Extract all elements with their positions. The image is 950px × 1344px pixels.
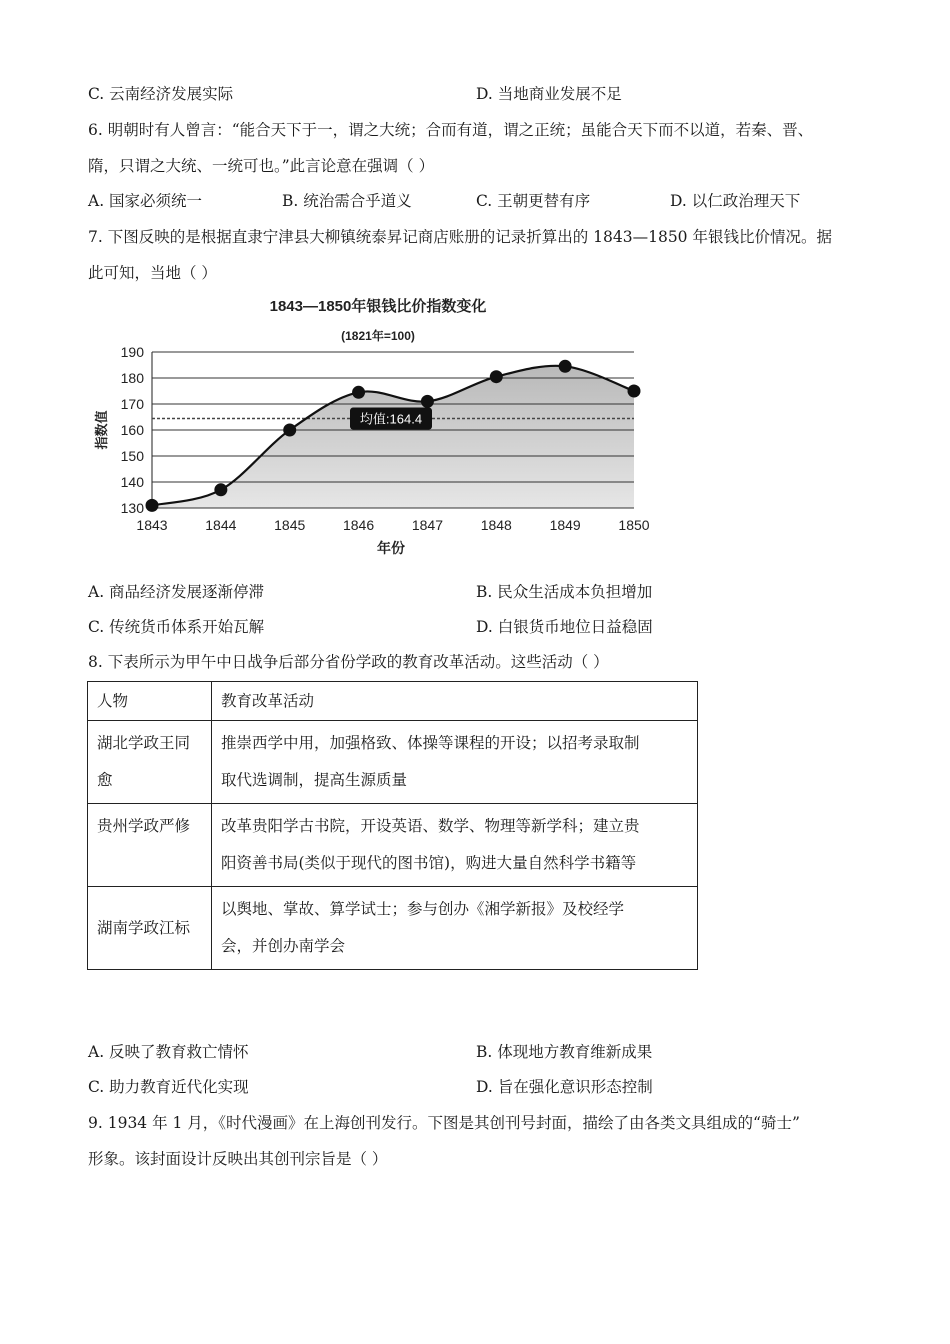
- chart-x-tick-label: 1846: [342, 517, 375, 533]
- activity-line: 会，并创办南学会: [221, 937, 346, 955]
- table-header-person: 人物: [88, 682, 212, 721]
- chart-y-ticks: [121, 344, 145, 516]
- chart-y-tick-label: 140: [120, 474, 144, 490]
- q9-stem-line2: 形象。该封面设计反映出其创刊宗旨是（ ）: [88, 1150, 388, 1168]
- q6-option-d: D. 以仁政治理天下: [670, 192, 801, 210]
- activity-line: 推崇西学中用，加强格致、体操等课程的开设；以招考录取制: [221, 734, 640, 752]
- chart-y-axis-label: 指数值: [94, 410, 109, 450]
- table-cell-person: [88, 804, 212, 887]
- q6-stem-line2: 隋，只谓之大统、一统可也。”此言论意在强调（ ）: [88, 157, 435, 175]
- silver-copper-ratio-chart: [88, 292, 668, 564]
- chart-x-tick-label: 1845: [274, 517, 306, 533]
- table-cell-activity: [212, 887, 698, 970]
- q8-option-b: B. 体现地方教育维新成果: [476, 1043, 653, 1061]
- q6-option-c: C. 王朝更替有序: [476, 192, 591, 210]
- table-header-activity: 教育改革活动: [212, 682, 698, 721]
- activity-line: 阳资善书局(类似于现代的图书馆)，购进大量自然科学书籍等: [221, 854, 637, 872]
- table-row: [88, 721, 698, 804]
- chart-data-point: [146, 499, 159, 512]
- chart-y-tick-label: 130: [120, 500, 144, 516]
- chart-data-point: [214, 483, 227, 496]
- activity-line: 改革贵阳学古书院，开设英语、数学、物理等新学科；建立贵: [221, 817, 640, 835]
- activity-line: 取代选调制，提高生源质量: [221, 771, 408, 789]
- table-row: [88, 804, 698, 887]
- chart-x-tick-label: 1843: [136, 517, 168, 533]
- chart-y-tick-label: 170: [120, 396, 144, 412]
- table-cell-person: [88, 721, 212, 804]
- q7-option-a: A. 商品经济发展逐渐停滞: [88, 583, 265, 601]
- chart-data-point: [490, 370, 503, 383]
- table-cell-activity: [212, 804, 698, 887]
- chart-data-point: [283, 424, 296, 437]
- q5-option-c: C. 云南经济发展实际: [88, 85, 234, 103]
- chart-x-ticks: [136, 517, 649, 533]
- person-line: 贵州学政严修: [97, 817, 191, 835]
- q8-stem: 8. 下表所示为甲午中日战争后部分省份学政的教育改革活动。这些活动（ ）: [88, 653, 609, 671]
- chart-x-tick-label: 1850: [618, 517, 650, 533]
- q8-option-d: D. 旨在强化意识形态控制: [476, 1078, 653, 1096]
- person-line: 愈: [97, 771, 113, 789]
- q6-option-b: B. 统治需合乎道义: [282, 192, 412, 210]
- chart-data-point: [421, 395, 434, 408]
- person-line: 湖南学政江标: [97, 918, 191, 937]
- table-header-row: [88, 682, 698, 721]
- q8-option-a: A. 反映了教育救亡情怀: [88, 1043, 249, 1061]
- chart-title: 1843—1850年银钱比价指数变化: [269, 298, 487, 315]
- q9-stem-line1: 9. 1934 年 1 月，《时代漫画》在上海创刊发行。下图是其创刊号封面，描绘了由各类文具组成的“骑士”: [88, 1114, 800, 1132]
- chart-data-point: [352, 386, 365, 399]
- chart-data-point: [628, 385, 641, 398]
- chart-y-tick-label: 180: [120, 370, 144, 386]
- chart-y-tick-label: 150: [120, 448, 144, 464]
- chart-y-tick-label: 160: [120, 422, 144, 438]
- q6-option-a: A. 国家必须统一: [88, 192, 203, 210]
- chart-data-point: [559, 360, 572, 373]
- chart-x-tick-label: 1847: [411, 517, 444, 533]
- q6-stem-line1: 6. 明朝时有人曾言：“能合天下于一，谓之大统；合而有道，谓之正统；虽能合天下而不以道，若秦、晋、: [88, 121, 814, 139]
- q7-option-c: C. 传统货币体系开始瓦解: [88, 618, 265, 636]
- chart-x-axis-label: 年份: [377, 540, 405, 556]
- q5-option-d: D. 当地商业发展不足: [476, 85, 622, 103]
- table-cell-person: [88, 887, 212, 970]
- chart-mean-label: 均值:164.4: [359, 411, 423, 427]
- chart-x-tick-label: 1848: [480, 517, 512, 533]
- table-row: [88, 887, 698, 970]
- table-cell-activity: [212, 721, 698, 804]
- activity-line: 以舆地、掌故、算学试士；参与创办《湘学新报》及校经学: [221, 900, 625, 918]
- q7-stem-line1: 7. 下图反映的是根据直隶宁津县大柳镇统泰昇记商店账册的记录折算出的 1843—1850 年银钱比价情况。据: [88, 228, 832, 246]
- q7-stem-line2: 此可知，当地（ ）: [88, 264, 217, 282]
- chart-y-tick-label: 190: [120, 344, 144, 360]
- person-line: 湖北学政王同: [97, 734, 191, 752]
- q7-option-b: B. 民众生活成本负担增加: [476, 583, 653, 601]
- q7-option-d: D. 白银货币地位日益稳固: [476, 618, 653, 636]
- education-reform-table: [87, 681, 698, 970]
- chart-x-tick-label: 1849: [549, 517, 581, 533]
- chart-subtitle: (1821年=100): [341, 329, 415, 343]
- chart-x-tick-label: 1844: [205, 517, 237, 533]
- q8-option-c: C. 助力教育近代化实现: [88, 1078, 249, 1096]
